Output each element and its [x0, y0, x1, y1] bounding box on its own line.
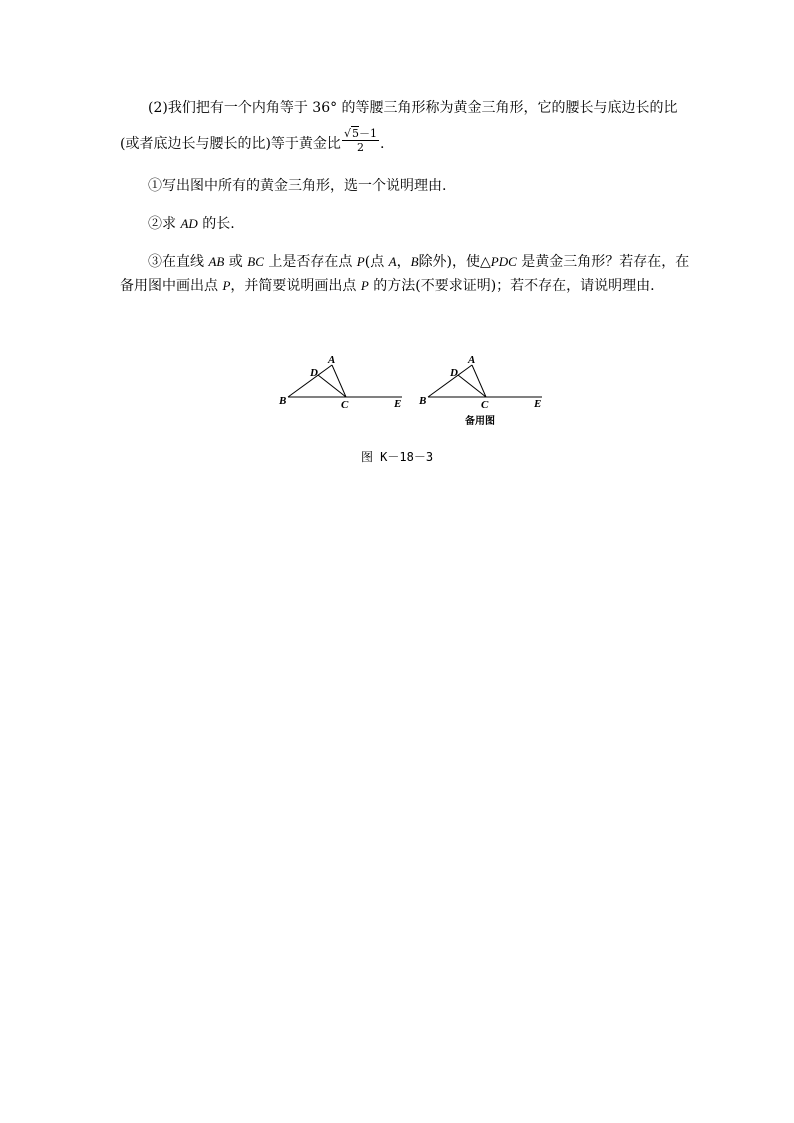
ratio-denominator: 2 — [356, 140, 364, 154]
q3-var-ab: AB — [208, 254, 225, 269]
question-1-text: ①写出图中所有的黄金三角形，选一个说明理由. — [148, 178, 447, 194]
backup-label-e: E — [534, 398, 542, 410]
backup-figure — [418, 354, 542, 427]
q3-line2-var-p2: P — [360, 278, 369, 293]
question-1 — [120, 172, 680, 200]
q3-var-b: B — [410, 254, 419, 269]
line-dc — [318, 375, 346, 397]
problem-intro: (2)我们把有一个内角等于 36° 的等腰三角形称为黄金三角形，它的腰长与底边长的比 — [148, 100, 678, 116]
q3-line2-text-c: 的方法(不要求证明)；若不存在，请说明理由. — [368, 278, 655, 294]
problem-line-1 — [120, 94, 680, 122]
geometry-figure — [270, 345, 560, 435]
golden-ratio-text: (或者底边长与腰长的比)等于黄金比 — [120, 136, 341, 152]
sqrt-radicand: 5 — [351, 126, 359, 140]
question-2-pre: ②求 — [148, 216, 181, 232]
backup-label-b: B — [419, 395, 427, 407]
label-b: B — [279, 395, 287, 407]
question-2-var: AD — [180, 216, 198, 231]
line2-period: . — [379, 136, 385, 152]
q3-text-f: 除外)，使△ — [418, 254, 491, 270]
label-e: E — [394, 398, 402, 410]
backup-caption: 备用图 — [465, 416, 495, 427]
problem-line-2 — [120, 126, 680, 158]
backup-line-ac — [472, 365, 486, 397]
sqrt-symbol: √ — [343, 126, 351, 140]
q3-line2-text-b: ，并简要说明画出点 — [230, 278, 361, 294]
q3-line2-var-p: P — [222, 278, 231, 293]
figure-caption: 图 K－18－3 — [360, 450, 434, 464]
backup-label-c: C — [481, 399, 489, 411]
q3-text-e: ， — [396, 254, 411, 270]
q3-text-b: 或 — [224, 254, 248, 270]
question-2-post: 的长. — [197, 216, 235, 232]
label-d: D — [310, 367, 318, 379]
label-a: A — [328, 354, 336, 366]
backup-line-dc — [458, 375, 486, 397]
q3-var-a: A — [388, 254, 397, 269]
q3-var-p: P — [356, 254, 365, 269]
q3-var-bc: BC — [247, 254, 264, 269]
q3-text-c: 上是否存在点 — [263, 254, 357, 270]
q3-text-d: (点 — [364, 254, 389, 270]
q3-var-pdc: PDC — [490, 254, 517, 269]
label-c: C — [341, 399, 349, 411]
question-3-line-2 — [120, 272, 680, 300]
backup-label-a: A — [468, 354, 476, 366]
q3-line2-text-a: 备用图中画出点 — [120, 278, 223, 294]
question-2 — [120, 210, 680, 238]
q3-text-g: 是黄金三角形？若存在，在 — [516, 254, 690, 270]
main-figure — [278, 354, 402, 411]
ratio-numerator-rest: －1 — [358, 126, 377, 140]
golden-ratio-fraction — [342, 127, 379, 154]
q3-text-a: ③在直线 — [148, 254, 209, 270]
line-ac — [332, 365, 346, 397]
backup-label-d: D — [450, 367, 458, 379]
